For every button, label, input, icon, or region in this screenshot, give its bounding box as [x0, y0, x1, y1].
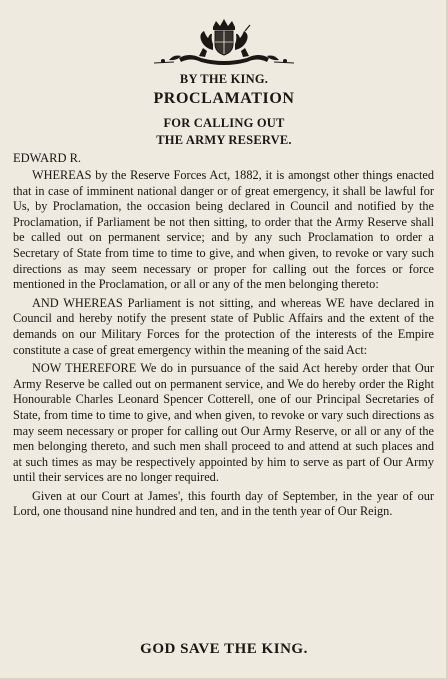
coat-of-arms-icon — [149, 18, 299, 68]
proclamation-body — [13, 168, 434, 523]
paragraph-given-at-court: Given at our Court at James', this fourth day of September, in the year of our Lord, one thousand nine hundred and ten, and in the tenth year of Our Reign. — [13, 488, 434, 519]
paragraph-whereas: WHEREAS by the Reserve Forces Act, 1882, it is amongst other things enacted that in case of imminent national danger or of great emergency, it shall be lawful for Us, by Proclamation, the occasion being declared in Council and notified by the Proclamation, if Parliament be not then sitting, to order that the Army Reserve shall be called out on permanent service; and by any such Proclamation to order a Secretary of State from time to time to give, and when given, to revoke or vary such directions as may seem necessary or proper for calling out the forces or force mentioned in the Proclamation, or all or any of the men belonging thereto: — [13, 168, 434, 292]
royal-coat-of-arms-emblem — [0, 18, 448, 68]
header-subtitle-line2: THE ARMY RESERVE. — [156, 133, 292, 147]
royal-signature: EDWARD R. — [13, 151, 82, 165]
paragraph-now-therefore: NOW THEREFORE We do in pursuance of the said Act hereby order that Our Army Reserve be called out on permanent service, and We do hereby order the Right Honourable Charles Leonard Spencer Cotterell, one of our Principal Secretaries of State, from time to time to give, and when given, to revoke or vary such directions as may seem necessary or proper for calling out Our Army Reserve, or all or any of the men belonging thereto, and such men shall proceed to and attend at such places and at such times as may be respectively appointed by him to serve as part of Our Army until their services are no longer required. — [13, 361, 434, 485]
closing-god-save-the-king: GOD SAVE THE KING. — [140, 641, 308, 657]
paragraph-and-whereas: AND WHEREAS Parliament is not sitting, and whereas WE have declared in Council and hereby notify the present state of Public Affairs and the extent of the demands on our Military Forces for the protection of the interests of the Empire constitute a case of great emergency within the meaning of the said Act: — [13, 295, 434, 357]
header-proclamation-title: PROCLAMATION — [153, 90, 295, 107]
header-by-the-king: BY THE KING. — [179, 72, 269, 86]
header-subtitle-line1: FOR CALLING OUT — [163, 116, 285, 130]
